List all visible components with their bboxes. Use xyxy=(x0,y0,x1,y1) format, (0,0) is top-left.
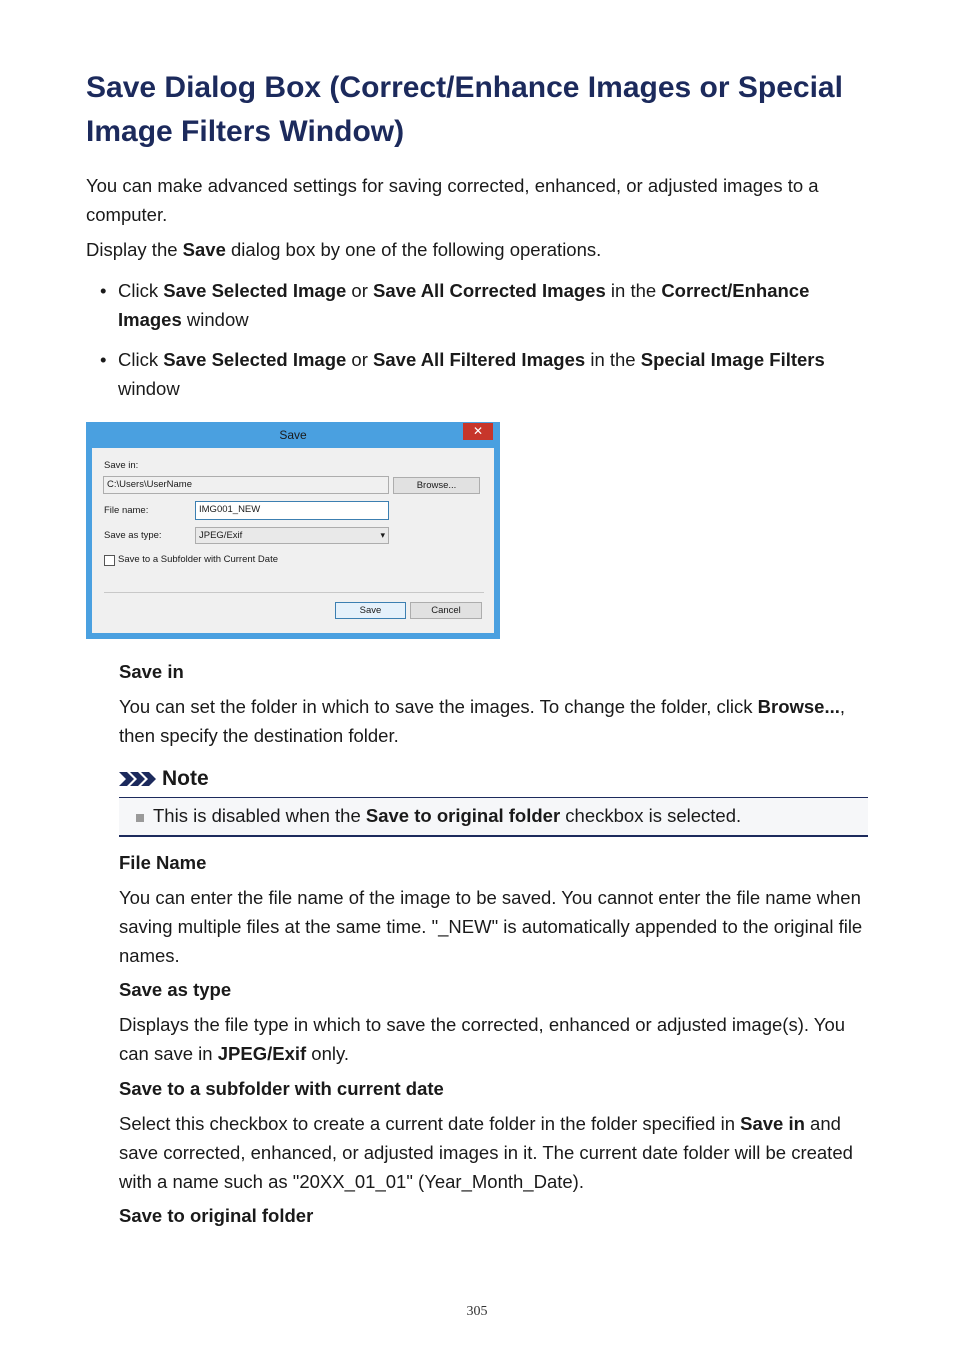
list-item-text: or xyxy=(346,280,374,301)
note-text-part: checkbox is selected. xyxy=(560,805,742,826)
list-item-bold: Save Selected Image xyxy=(163,349,347,370)
save-button[interactable]: Save xyxy=(335,602,406,619)
dialog-title: Save xyxy=(279,428,307,442)
intro-instruction-bold: Save xyxy=(182,239,226,260)
description-text: only. xyxy=(306,1043,350,1064)
description-bold: Save in xyxy=(740,1113,805,1134)
term-original-folder: Save to original folder xyxy=(119,1205,314,1226)
close-icon[interactable]: ✕ xyxy=(463,423,493,440)
dialog-divider xyxy=(104,592,484,593)
chevron-down-icon: ▾ xyxy=(380,530,385,540)
list-item-text: window xyxy=(181,309,249,330)
bullet-marker: • xyxy=(100,280,107,301)
description-subfolder xyxy=(119,1109,869,1196)
file-name-input[interactable]: IMG001_NEW xyxy=(195,501,389,520)
list-item-bold: Save All Filtered Images xyxy=(373,349,586,370)
page-title: Save Dialog Box (Correct/Enhance Images or Special Image Filters Window) xyxy=(86,71,843,148)
description-bold: Browse... xyxy=(757,696,840,717)
list-item xyxy=(118,276,878,334)
file-name-label: File name: xyxy=(104,505,149,516)
description-save-as-type xyxy=(119,1010,869,1068)
bullet-marker: • xyxy=(100,349,107,370)
list-item-text: or xyxy=(346,349,374,370)
note-title: Note xyxy=(162,767,209,790)
intro-instruction-post: dialog box by one of the following operations. xyxy=(225,239,602,260)
list-item-bold: Correct/Enhance Images xyxy=(118,280,810,330)
term-file-name: File Name xyxy=(119,852,207,873)
list-item-text: Click xyxy=(118,349,164,370)
term-save-in: Save in xyxy=(119,661,184,682)
description-text: and save corrected, enhanced, or adjusted images in it. The current date folder will be created with a name such as "20XX_01_01" (Year_Month_Date). xyxy=(119,1113,853,1192)
save-dialog-screenshot xyxy=(86,422,500,639)
cancel-button[interactable]: Cancel xyxy=(410,602,482,619)
intro-paragraph: You can make advanced settings for saving corrected, enhanced, or adjusted images to a computer. xyxy=(86,175,819,225)
term-subfolder: Save to a subfolder with current date xyxy=(119,1078,444,1099)
save-as-type-value: JPEG/Exif xyxy=(199,530,243,541)
description-text: , then specify the destination folder. xyxy=(119,696,846,746)
term-save-as-type: Save as type xyxy=(119,979,232,1000)
note-text-part: This is disabled when the xyxy=(153,805,366,826)
square-bullet-icon xyxy=(136,814,144,822)
list-item-bold: Save Selected Image xyxy=(163,280,347,301)
description-file-name: You can enter the file name of the image to be saved. You cannot enter the file name when saving multiple files at the same time. "_NEW" is automatically appended to the original file names. xyxy=(119,887,863,966)
save-as-type-label: Save as type: xyxy=(104,530,162,541)
note-box xyxy=(119,797,868,837)
dialog-body xyxy=(92,448,494,633)
save-in-field[interactable]: C:\Users\UserName xyxy=(103,476,389,494)
list-item-text: window xyxy=(118,378,180,399)
subfolder-checkbox[interactable] xyxy=(104,555,115,566)
description-bold: JPEG/Exif xyxy=(217,1043,307,1064)
description-save-in xyxy=(119,692,869,750)
page-number: 305 xyxy=(466,1304,488,1319)
description-text: You can set the folder in which to save the images. To change the folder, click xyxy=(119,696,758,717)
list-item-bold: Special Image Filters xyxy=(640,349,825,370)
note-text-bold: Save to original folder xyxy=(365,805,561,826)
subfolder-label: Save to a Subfolder with Current Date xyxy=(118,554,279,565)
list-item xyxy=(118,345,878,403)
note-arrows-icon xyxy=(119,771,157,787)
save-in-label: Save in: xyxy=(104,460,139,471)
intro-instruction xyxy=(86,235,601,264)
description-text: Select this checkbox to create a current date folder in the folder specified in xyxy=(119,1113,741,1134)
intro-instruction-pre: Display the xyxy=(86,239,183,260)
list-item-bold: Save All Corrected Images xyxy=(373,280,606,301)
list-item-text: in the xyxy=(585,349,641,370)
list-item-text: Click xyxy=(118,280,164,301)
browse-button[interactable]: Browse... xyxy=(393,477,480,494)
save-as-type-select[interactable] xyxy=(195,527,389,544)
note-text xyxy=(153,804,741,828)
list-item-text: in the xyxy=(605,280,662,301)
description-text: Displays the file type in which to save the corrected, enhanced or adjusted image(s). You can save in xyxy=(119,1014,846,1064)
